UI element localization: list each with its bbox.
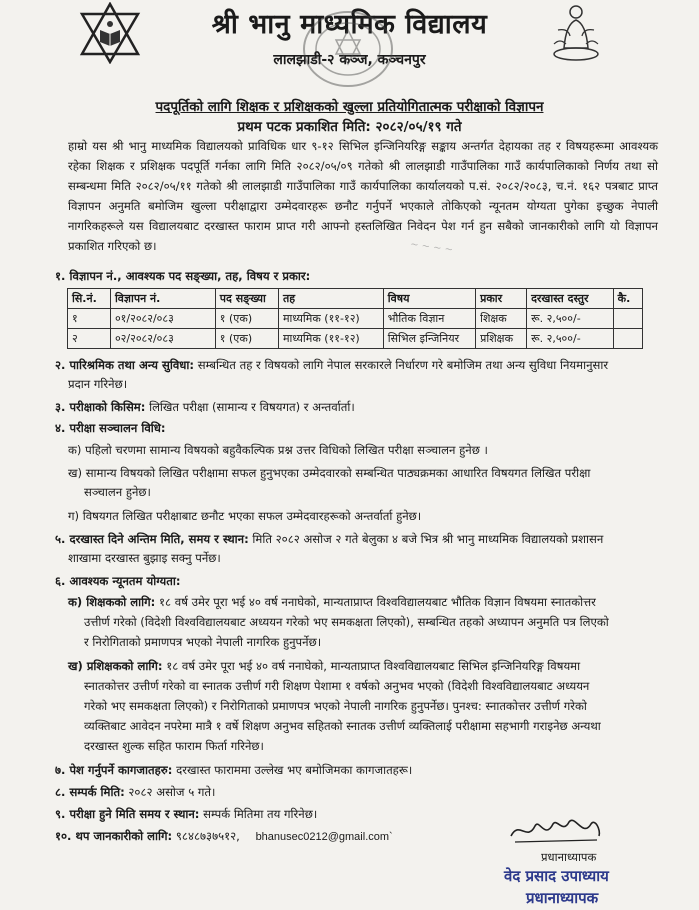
section-3	[55, 397, 355, 417]
section-4-label: ४. परीक्षा सञ्चालन विधि:	[55, 421, 166, 435]
section-6-b-line: व्यक्तिबाट आवेदन नपरेमा मात्रै १ वर्षे शिक्षण अनुभव सहितको स्नातक उत्तीर्ण व्यक्तिलाई परीक्षामा सहभागी गराइनेछ अन्यथा	[84, 719, 601, 733]
section-5-label: ५. दरखास्त दिने अन्तिम मिति, समय र स्थान:	[55, 532, 249, 546]
col-fee: दरखास्त दस्तुर	[527, 289, 614, 309]
section-6-a-line: १८ वर्ष उमेर पूरा भई ४० वर्ष ननाघेको, मान्यताप्राप्त विश्वविद्यालयबाट भौतिक विज्ञान विषयमा स्नातकोत्तर	[159, 595, 596, 609]
signatory-name: वेद प्रसाद उपाध्याय	[504, 867, 609, 885]
school-address: लालझाडी-२ कञ्ज, कञ्चनपुर	[273, 52, 426, 68]
section-3-text: लिखित परीक्षा (सामान्य र विषयगत) र अन्तर्वार्ता।	[149, 400, 355, 414]
section-8	[55, 782, 215, 802]
section-3-label: ३. परीक्षाको किसिम:	[55, 400, 146, 414]
contact-phone: ९८४८७३७५१२,	[175, 829, 240, 843]
col-remarks: कै.	[613, 289, 642, 309]
col-ad-no: विज्ञापन नं.	[110, 289, 215, 309]
section-6-b-label: ख) प्रशिक्षकको लागि:	[68, 659, 163, 673]
section-6-label: ६. आवश्यक न्यूनतम योग्यता:	[55, 574, 181, 588]
cell-level: माध्यमिक (११-१२)	[278, 329, 383, 349]
section-5-text-cont: शाखामा दरखास्त बुझाइ सक्नु पर्नेछ।	[68, 551, 221, 565]
section-7	[55, 760, 412, 780]
cell-sn: १	[68, 309, 111, 329]
section-6-b-line: स्नातकोत्तर उत्तीर्ण गरेको वा स्नातक उत्तीर्ण गरी शिक्षण पेशामा १ वर्षको अनुभव भएको (विदेशी विश्वविद्यालयबाट अध्ययन	[84, 679, 590, 693]
table-row	[68, 329, 643, 349]
table-header-row	[68, 289, 643, 309]
col-subject: विषय	[383, 289, 475, 309]
section-9-text: सम्पर्क मितिमा तय गरिनेछ।	[203, 807, 318, 821]
signatory-position: प्रधानाध्यापक	[526, 889, 599, 907]
cell-posts: १ (एक)	[215, 309, 278, 329]
section-6-b	[68, 656, 580, 676]
table-row	[68, 309, 643, 329]
section-7-label: ७. पेश गर्नुपर्ने कागजातहरु:	[55, 763, 173, 777]
signatory-title: प्रधानाध्यापक	[541, 850, 597, 864]
cell-fee: रू. २,५००/-	[527, 329, 614, 349]
section-4-c: ग) विषयगत लिखित परीक्षाबाट छनौट भएका सफल उम्मेदवारहरूको अन्तर्वार्ता हुनेछ।	[68, 509, 422, 523]
section-6-b-line: दरखास्त शुल्क सहित फाराम फिर्ता गरिनेछ।	[84, 739, 264, 753]
col-posts: पद सङ्ख्या	[215, 289, 278, 309]
section-6-a-label: क) शिक्षकको लागि:	[68, 595, 156, 609]
school-stamp-icon	[300, 8, 396, 90]
intro-paragraph: हाम्रो यस श्री भानु माध्यमिक विद्यालयको प्राविधिक धार ९-१२ सिभिल इन्जिनियरिङ्ग सङ्काय अन्तर्गत देहायका तह र विषयहरूमा आवश्यक रहेका शिक्षक र प्रशिक्षक पदपूर्ति गर्नका लागि मिति २०८२/०५/०९ गतेको श्री लालझाडी गाउँपालिका गाउँ कार्यपालिकाको निर्णय तथा सो सम्बन्धमा मिति २०८२/०५/११ गतेको श्री लालझाडी गाउँपालिका गाउँ कार्यपालिका कार्यालयको प.सं. २०८२/२०८३, च.नं. १६२ पत्रबाट प्राप्त विज्ञापन अनुमति बमोजिम खुल्ला परीक्षाद्वारा उम्मेदवारहरू छनौट गर्नुपर्ने भएकाले तोकिएको न्यूनतम योग्यता पुगेका इच्छुक नेपाली नागरिकहरूले यस विद्यालयबाट दरखास्त फाराम प्राप्त गरी आफ्नो हस्तलिखित निवेदन पेश गर्न हुन सबैको जानकारीको लागि यो विज्ञापन प्रकाशित गरिएको छ।	[68, 139, 658, 253]
cell-level: माध्यमिक (११-१२)	[278, 309, 383, 329]
signature-icon	[505, 812, 605, 848]
section-10	[55, 826, 393, 847]
cell-subject: सिभिल इन्जिनियर	[383, 329, 475, 349]
contact-email: bhanusec0212@gmail.com`	[255, 831, 393, 843]
section-2-label: २. पारिश्रमिक तथा अन्य सुविधा:	[55, 358, 195, 372]
section-6-a-line: उत्तीर्ण गरेको (विदेशी विश्वविद्यालयबाट अध्ययन गरेको भए समकक्षता लिएको), सम्बन्धित तहको अध्यापन अनुमति पत्र लिएको	[84, 615, 609, 629]
cell-ad-no: ०२/२०८२/०८३	[110, 329, 215, 349]
handwritten-mark: ~ ~ ~ ~	[409, 239, 454, 256]
section-2-text-cont: प्रदान गरिनेछ।	[68, 377, 128, 391]
cell-fee: रू. २,५००/-	[527, 309, 614, 329]
section-8-label: ८. सम्पर्क मिति:	[55, 785, 125, 799]
section-2-text: सम्बन्धित तह र विषयको लागि नेपाल सरकारले निर्धारण गरे बमोजिम तथा अन्य सुविधा नियमानुसार	[197, 358, 609, 372]
section-5	[55, 529, 603, 549]
cell-sn: २	[68, 329, 111, 349]
section-9-label: ९. परीक्षा हुने मिति समय र स्थान:	[55, 807, 200, 821]
cell-type: शिक्षक	[476, 309, 527, 329]
section-6-b-line: गरेको भए समकक्षता लिएको) र निरोगिताको प्रमाणपत्र भएको नेपाली नागरिक हुनुपर्नेछ। पुनश्च: स्नातकोत्तर उत्तीर्ण गरेको	[84, 699, 587, 713]
section-9	[55, 804, 317, 824]
published-date: प्रथम पटक प्रकाशित मिति: २०८२/०५/१९ गते	[237, 119, 462, 135]
section-6-a	[68, 592, 596, 612]
cell-posts: १ (एक)	[215, 329, 278, 349]
cell-remarks	[613, 309, 642, 329]
col-type: प्रकार	[476, 289, 527, 309]
section-6-b-line: १८ वर्ष उमेर पूरा भई ४० वर्ष ननाघेको, मान्यताप्राप्त विश्वविद्यालयबाट सिभिल इन्जिनियरिङ्ग विषयमा	[166, 659, 581, 673]
section-8-text: २०८२ असोज ५ गते।	[128, 785, 216, 799]
section-4-b: ख) सामान्य विषयको लिखित परीक्षामा सफल हुनुभएका उम्मेदवारको सम्बन्धित पाठ्यक्रमका आधारित विषयगत लिखित परीक्षा	[68, 466, 591, 480]
cell-ad-no: ०१/२०८२/०८३	[110, 309, 215, 329]
section-1-label: १. विज्ञापन नं., आवश्यक पद सङ्ख्या, तह, विषय र प्रकार:	[55, 269, 311, 283]
section-2	[55, 355, 608, 375]
notice-title: पदपूर्तिको लागि शिक्षक र प्रशिक्षकको खुल्ला प्रतियोगितात्मक परीक्षाको विज्ञापन	[155, 99, 544, 115]
col-sn: सि.नं.	[68, 289, 111, 309]
section-7-text: दरखास्त फाराममा उल्लेख भए बमोजिमका कागजातहरू।	[176, 763, 413, 777]
cell-subject: भौतिक विज्ञान	[383, 309, 475, 329]
goddess-emblem-icon	[550, 0, 602, 62]
col-level: तह	[278, 289, 383, 309]
cell-remarks	[613, 329, 642, 349]
section-4-a: क) पहिलो चरणमा सामान्य विषयको बहुवैकल्पिक प्रश्न उत्तर विधिको लिखित परीक्षा सञ्चालन हुनेछ ।	[68, 443, 488, 457]
cell-type: प्रशिक्षक	[476, 329, 527, 349]
school-name: श्री भानु माध्यमिक विद्यालय	[211, 9, 488, 40]
vacancy-table	[67, 288, 643, 349]
section-4-b-cont: सञ्चालन हुनेछ।	[84, 485, 151, 499]
section-6-a-line: र निरोगिताको प्रमाणपत्र भएको नेपाली नागरिक हुनुपर्नेछ।	[84, 635, 322, 649]
section-5-text: मिति २०८२ असोज २ गते बेलुका ४ बजे भित्र श्री भानु माध्यमिक विद्यालयको प्रशासन	[252, 532, 604, 546]
section-10-label: १०. थप जानकारीको लागि:	[55, 829, 173, 843]
